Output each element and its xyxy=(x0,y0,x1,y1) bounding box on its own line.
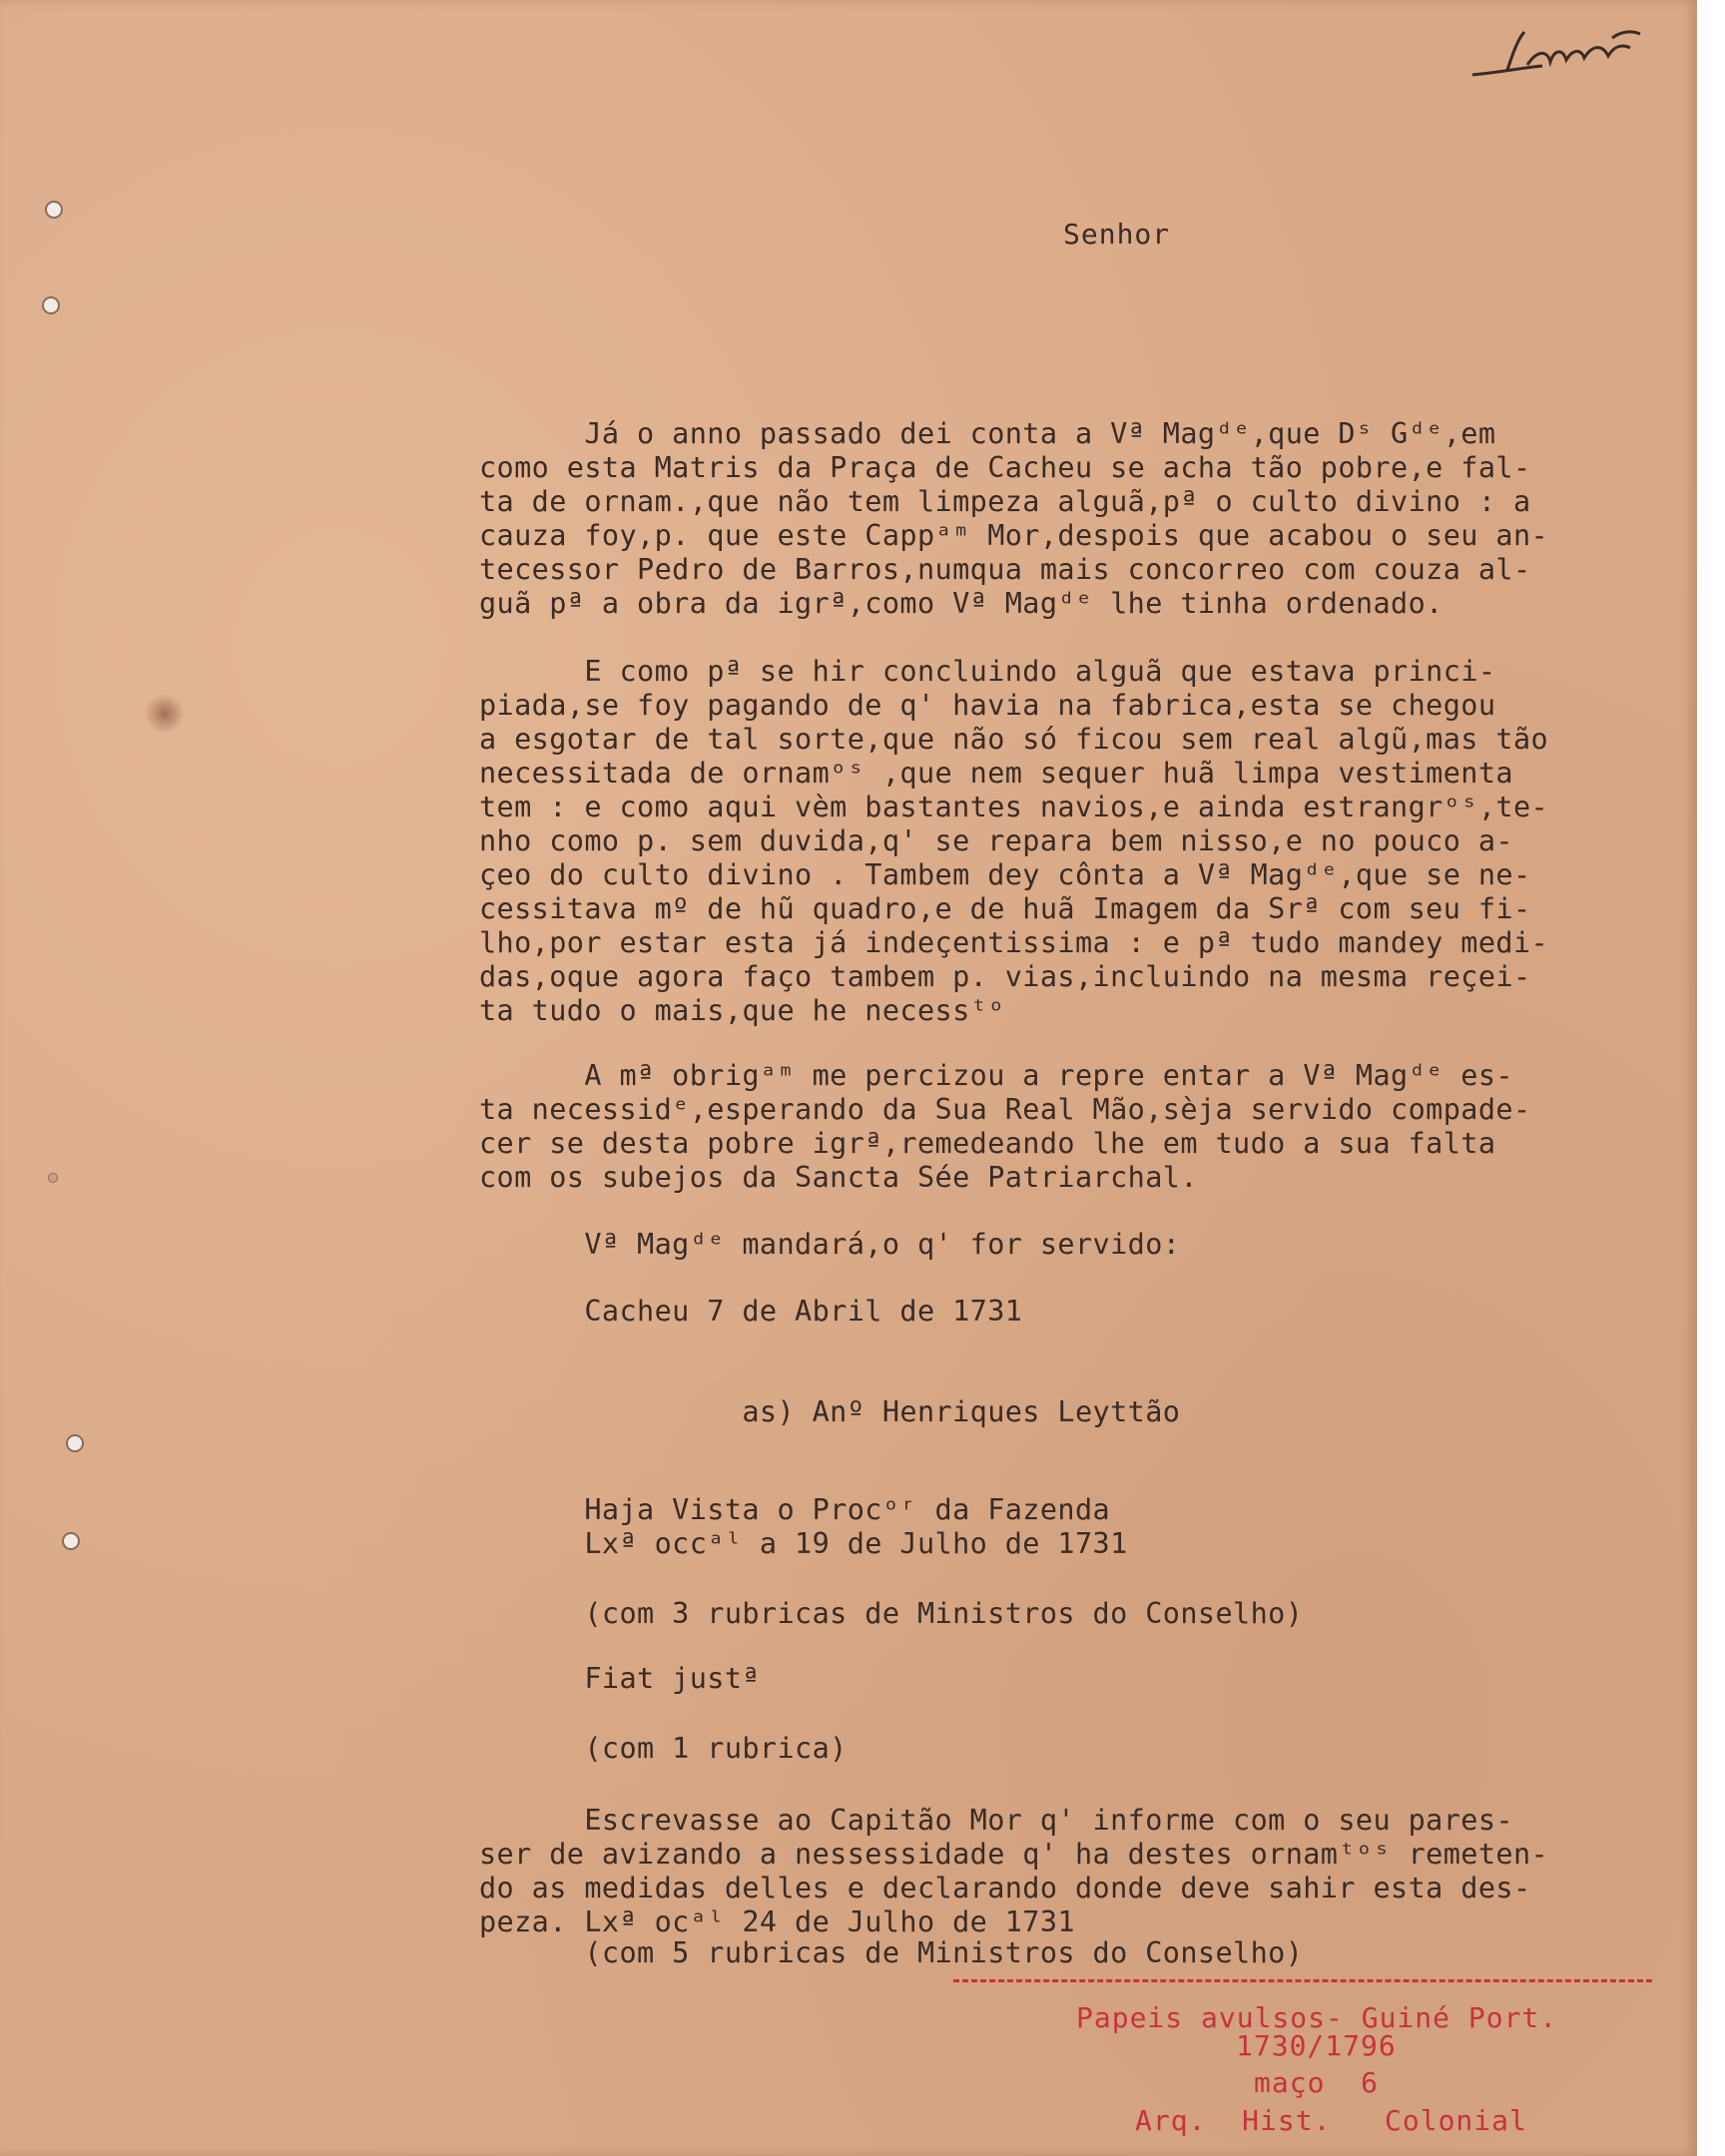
punch-hole xyxy=(48,1173,58,1183)
ink-stain xyxy=(145,694,185,734)
rubric-note-1: (com 3 rubricas de Ministros do Conselho) xyxy=(479,1597,1304,1630)
signature-mark xyxy=(1462,20,1652,90)
rubric-note-2: (com 1 rubrica) xyxy=(479,1732,848,1765)
punch-hole xyxy=(42,296,60,314)
scan-margin xyxy=(1697,0,1725,2156)
punch-hole xyxy=(62,1532,80,1550)
closing-line: Vª Magᵈᵉ mandará,o q' for servido: xyxy=(479,1228,1181,1261)
archive-stamp-line-3: maço 6 xyxy=(1254,2066,1380,2099)
place-date: Cacheu 7 de Abril de 1731 xyxy=(479,1295,1023,1328)
rubric-note-3: (com 5 rubricas de Ministros do Conselho) xyxy=(479,1936,1304,1969)
paragraph-2: E como pª se hir concluindo alguã que estava princi- piada,se foy pagando de q' havia na fabrica,esta se chegou a esgotar de tal sorte,que não só ficou sem real algũ,mas tão necessitada de ornamᵒˢ ,que nem sequer huã limpa vestimenta tem : e como aqui vèm bastantes navios,e ainda estrangrᵒˢ,te- nho como p. sem duvida,q' se repara bem nisso,e no pouco a- çeo do culto divino . Tambem dey cônta a Vª Magᵈᵉ,que se ne- cessitava mº de hũ quadro,e de huã Imagem da Srª com seu fi- lho,por estar esta já indeçentissima : e pª tudo mandey medi- das,oque agora faço tambem p. vias,incluindo na mesma reçei- ta tudo o mais,que he necessᵗᵒ xyxy=(479,655,1549,1027)
archive-stamp-line-4: Arq. Hist. Colonial xyxy=(1135,2104,1527,2137)
salutation-heading: Senhor xyxy=(1063,218,1171,251)
stamp-divider xyxy=(953,1979,1652,1982)
punch-hole xyxy=(66,1434,84,1452)
signer-line: as) Anº Henriques Leyttão xyxy=(479,1395,1181,1428)
fiat-line: Fiat justª xyxy=(479,1662,760,1695)
dispatch-1: Haja Vista o Procᵒʳ da Fazenda Lxª occᵃˡ a 19 de Julho de 1731 xyxy=(584,1493,1128,1560)
archive-stamp-line-2: 1730/1796 xyxy=(1236,2029,1397,2062)
paragraph-1: Já o anno passado dei conta a Vª Magᵈᵉ,que Dˢ Gᵈᵉ,em como esta Matris da Praça de Cacheu se acha tão pobre,e fal- ta de ornam.,que não tem limpeza alguã,pª o culto divino : a cauza foy,p. que este Cappᵃᵐ Mor,despois que acabou o seu an- tecessor Pedro de Barros,numqua mais concorreo com couza al- guã pª a obra da igrª,como Vª Magᵈᵉ lhe tinha ordenado. xyxy=(479,417,1549,620)
archive-stamp-line-1: Papeis avulsos- Guiné Port. xyxy=(1076,2001,1558,2034)
punch-hole xyxy=(45,201,63,219)
dispatch-2: Escrevasse ao Capitão Mor q' informe com o seu pares- ser de avizando a nessessidade q' ha destes ornamᵗᵒˢ remeten- do as medidas delles e declarando donde deve sahir esta des- peza. Lxª ocᵃˡ 24 de Julho de 1731 xyxy=(479,1804,1549,1938)
paragraph-3: A mª obrigᵃᵐ me percizou a repre entar a Vª Magᵈᵉ es- ta necessidᵉ,esperando da Sua Real Mão,sèja servido compade- cer se desta pobre igrª,remedeando lhe em tudo a sua falta com os subejos da Sancta Sée Patriarchal. xyxy=(479,1059,1531,1194)
